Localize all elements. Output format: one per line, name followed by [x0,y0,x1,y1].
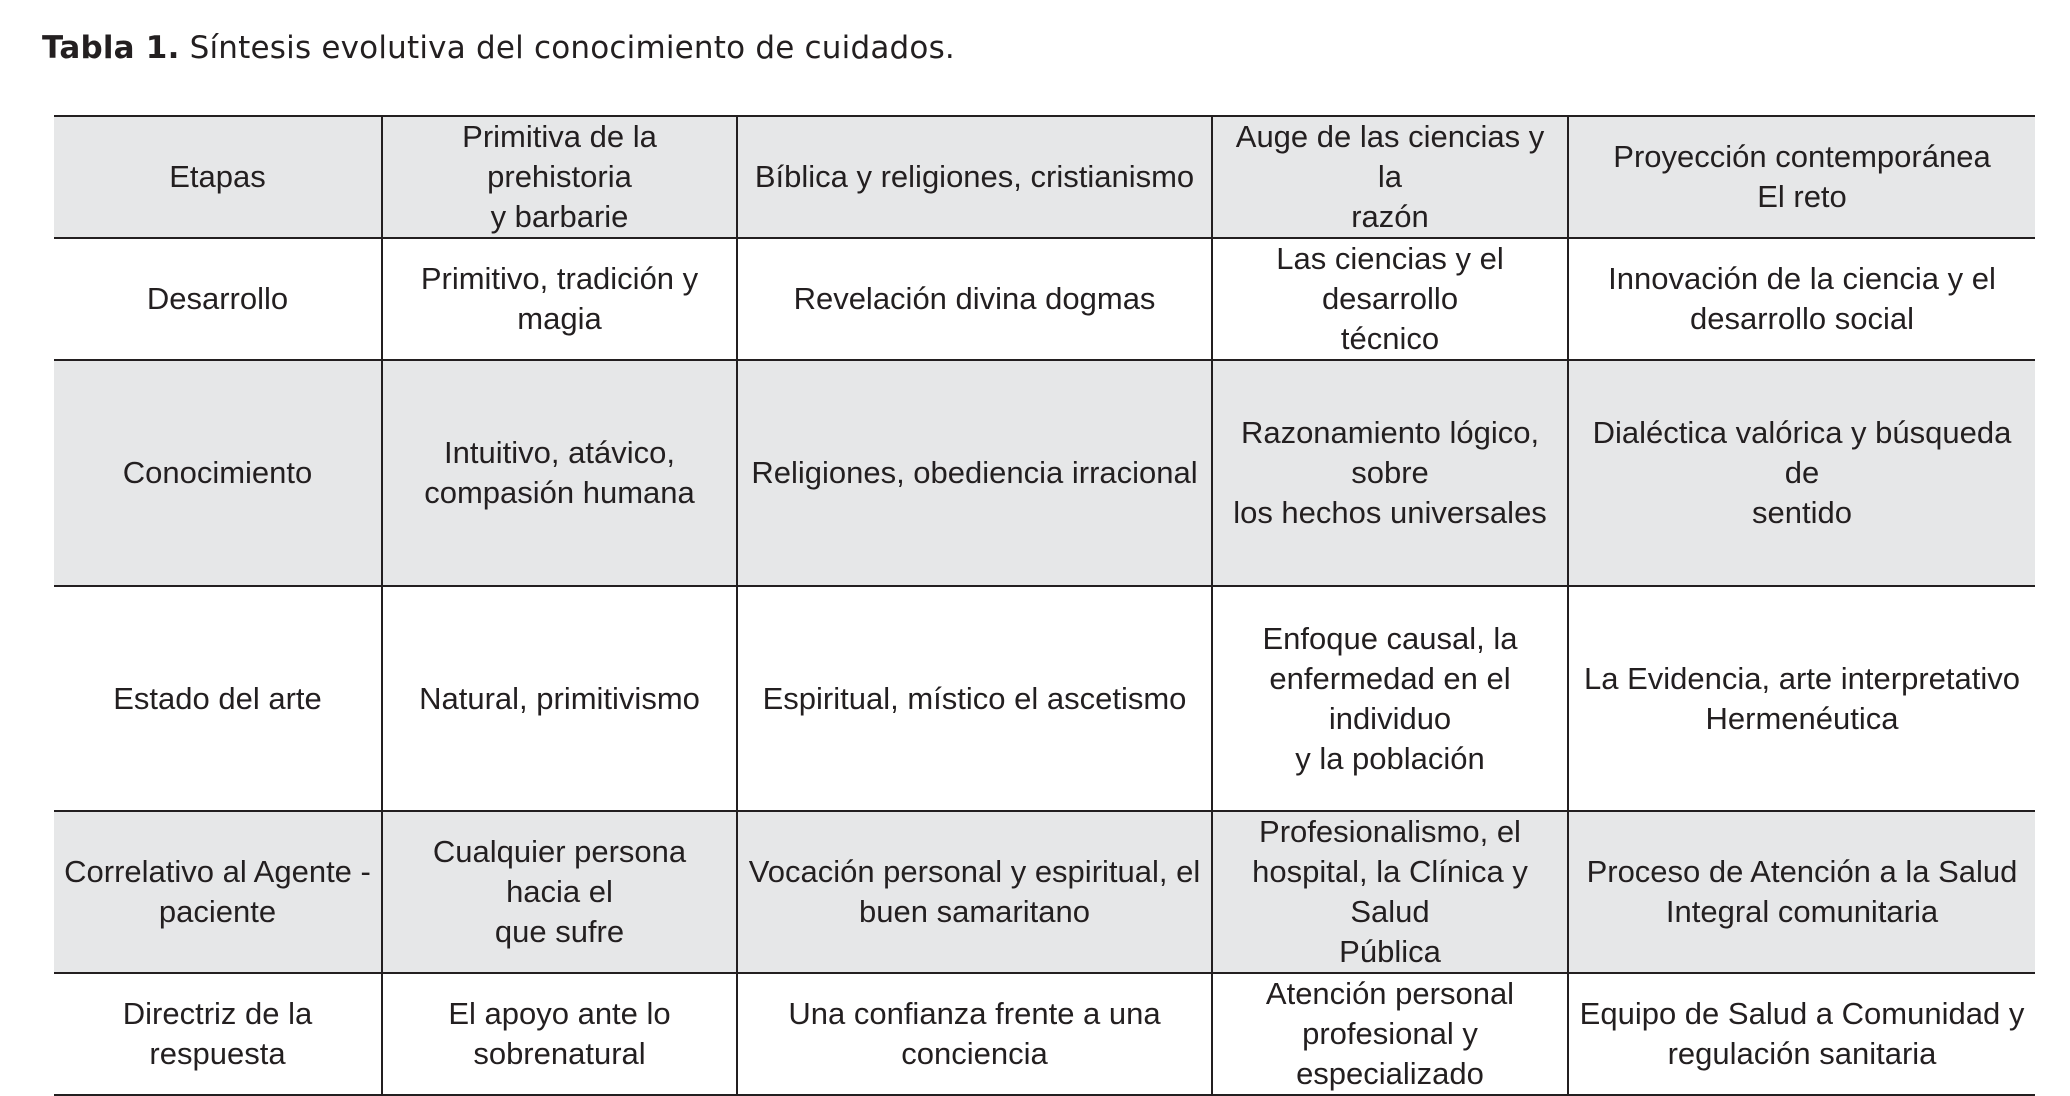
table-cell: Equipo de Salud a Comunidad y regulación sanitaria [1568,973,2035,1095]
row-label-estado-del-arte: Estado del arte [54,586,382,811]
header-cell-primitiva: Primitiva de la prehistoria y barbarie [382,116,737,238]
table-cell: Enfoque causal, la enfermedad en el individuo y la población [1212,586,1568,811]
table-cell: Proceso de Atención a la Salud Integral comunitaria [1568,811,2035,973]
header-cell-proyeccion: Proyección contemporánea El reto [1568,116,2035,238]
table-caption [42,30,955,66]
table-row-directriz [54,973,2035,1095]
row-label-desarrollo: Desarrollo [54,238,382,360]
synthesis-table [54,115,2035,1096]
caption-label: Tabla 1. [42,30,180,66]
table-cell: Vocación personal y espiritual, el buen samaritano [737,811,1212,973]
caption-title: Síntesis evolutiva del conocimiento de cuidados. [189,30,955,66]
row-label-etapas: Etapas [54,116,382,238]
header-cell-biblica: Bíblica y religiones, cristianismo [737,116,1212,238]
table-cell: Razonamiento lógico, sobre los hechos universales [1212,360,1568,586]
table-cell: La Evidencia, arte interpretativo Hermenéutica [1568,586,2035,811]
table-cell: Dialéctica valórica y búsqueda de sentido [1568,360,2035,586]
row-label-correlativo: Correlativo al Agente - paciente [54,811,382,973]
table-cell: Espiritual, místico el ascetismo [737,586,1212,811]
table-cell: Las ciencias y el desarrollo técnico [1212,238,1568,360]
table-cell: Innovación de la ciencia y el desarrollo social [1568,238,2035,360]
header-row [54,116,2035,238]
table-cell: El apoyo ante lo sobrenatural [382,973,737,1095]
table-row-desarrollo [54,238,2035,360]
table-row-estado-del-arte [54,586,2035,811]
table-cell: Natural, primitivismo [382,586,737,811]
table-cell: Intuitivo, atávico, compasión humana [382,360,737,586]
table-cell: Primitivo, tradición y magia [382,238,737,360]
table-cell: Revelación divina dogmas [737,238,1212,360]
row-label-directriz: Directriz de la respuesta [54,973,382,1095]
table-cell: Atención personal profesional y especializado [1212,973,1568,1095]
table-cell: Una confianza frente a una conciencia [737,973,1212,1095]
row-label-conocimiento: Conocimiento [54,360,382,586]
table-cell: Religiones, obediencia irracional [737,360,1212,586]
table-cell: Profesionalismo, el hospital, la Clínica y Salud Pública [1212,811,1568,973]
table-cell: Cualquier persona hacia el que sufre [382,811,737,973]
header-cell-auge-ciencias: Auge de las ciencias y la razón [1212,116,1568,238]
table-row-conocimiento [54,360,2035,586]
table-row-correlativo [54,811,2035,973]
